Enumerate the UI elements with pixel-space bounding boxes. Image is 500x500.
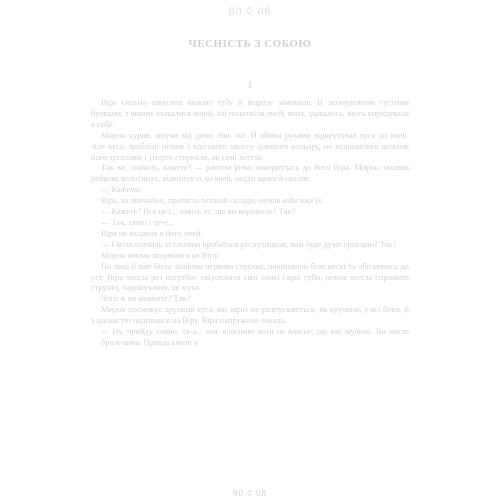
paragraph: Мирон посмикує хрупкий вуса, які зараз же розпускаються, як кручини, у всі боки, й з цікавістю подивився на Віру. Віра напружено чекала.	[91, 305, 409, 326]
paragraph: — Ну, прийду сниво, та-а... хоч, власниве мені не власне, що вас мучить. Ви маєте бра-в-вина. Правда кімон у	[101, 327, 409, 347]
paragraph: Віра сильно закусила нижню губу й відразу замовкла. В захмуреними густими бровами, з якими зливалися чорні, злі полотніли очей, вона, здавалось, щось вирішувала в собі.	[91, 98, 409, 129]
chapter-number: 1	[247, 80, 253, 91]
paragraph: — Кажемо.	[101, 185, 142, 195]
paragraph: Чого ж ви мовчите? Так?	[101, 294, 190, 304]
page-body-text	[91, 98, 409, 349]
paragraph: — Так, хижо і це-е...	[101, 217, 175, 227]
paragraph: — Кажете? Все це і... навіть те, що ви вирішили? Так?	[101, 207, 296, 217]
paragraph: Віра, як звичайно, протягла останні склади, немов ніби вже їх.	[101, 196, 324, 206]
paragraph: Так ви, значить, кажете? — раптом різко повернулась до його Віра. Мирон заховав рейкова волосинах, відкинув із до очей, надув щоки й сказав:	[91, 163, 409, 184]
header-ornament: 80 ◊ 08	[228, 4, 272, 18]
paragraph: Мирон мигом подивився на Віру.	[101, 250, 220, 260]
paragraph: Віра не входила в його очей.	[101, 228, 203, 238]
paragraph: Мирон курив, мнучи від диму лінь очі. Й обома руками відкручував вуса до очей. Але вуса, зроблені немов з кінського хвосту іржавого кольору, не відвалилися шляхом його зусиллям і уперто стирчали, як самі хотіли.	[91, 130, 409, 162]
paragraph: — І коли кінчиль остаточно вробиться роскутинком, вам буде дуже приємно? Так?	[101, 239, 397, 249]
page-footer: 80 ◊ 08	[233, 488, 267, 498]
paragraph: По лиці її вже бігла знайома нервова струнка, починаючи біля вискі та обігаючись до уст. Віра хотіла раз потрібне закусювала свої тонкі гарні губи, немов хотіла спримати струнку, надокучливу, як муха.	[91, 261, 409, 293]
chapter-title: ЧЕСНІСТЬ З СОБОЮ	[188, 38, 312, 50]
